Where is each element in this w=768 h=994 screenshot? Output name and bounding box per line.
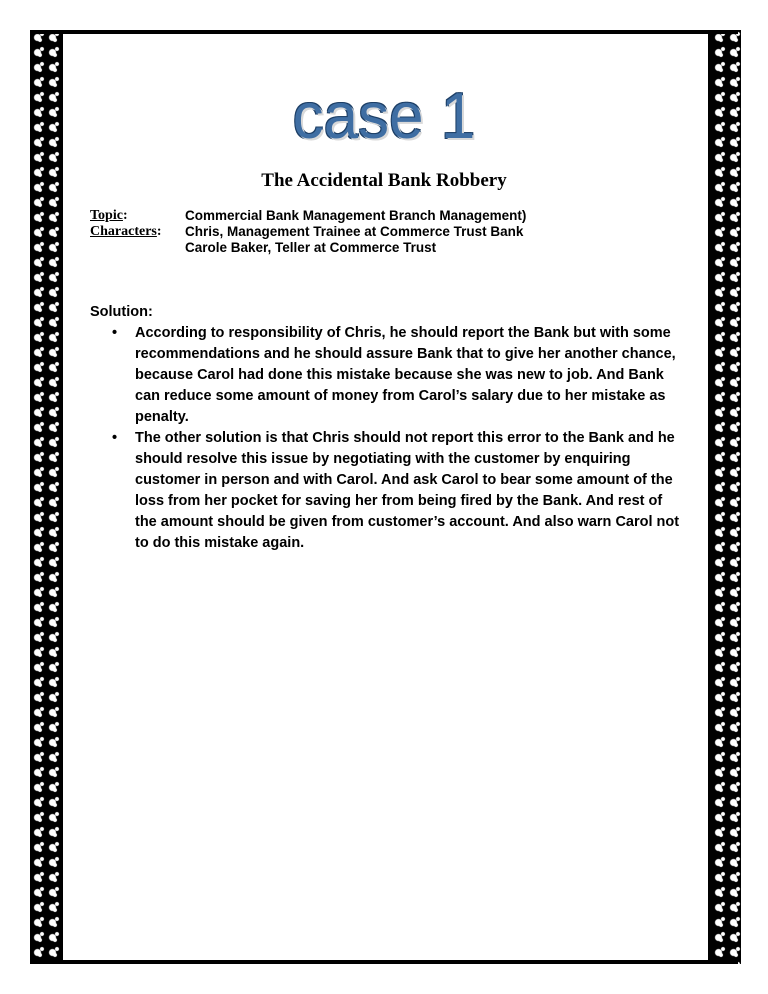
case-title [0,80,768,153]
case-meta [90,208,526,256]
solution-list [90,323,680,554]
characters-row [90,224,526,240]
topic-value: Commercial Bank Management Branch Management) [185,208,527,223]
character-2: Carole Baker, Teller at Commerce Trust [185,240,437,255]
border-top-edge [30,30,738,34]
characters-label: Characters: [90,224,162,239]
character-1: Chris, Management Trainee at Commerce Trust Bank [185,224,524,239]
border-bottom-edge [30,960,738,964]
characters-row-2 [90,240,526,256]
topic-label: Topic: [90,208,128,223]
bullet-icon: • [112,430,118,446]
document-subtitle: The Accidental Bank Robbery [261,170,507,191]
solution-item-text: The other solution is that Chris should not report this error to the Bank and he should resolve this issue by negotiating with the customer by enquiring customer in person and with Carol. And ask Carol to bear some amount of the loss from her pocket for saving her from being fired by the Bank. And rest of the amount should be given from customer’s account. And also warn Carol not to do this mistake again. [135,430,680,551]
solution-item-text: According to responsibility of Chris, he should report the Bank but with some recommendations and he should assure Bank that to give her another chance, because Carol had done this mistake because she was new to job. And Bank can reduce some amount of money from Carol’s salary due to her mistake as penalty. [135,325,676,425]
solution-item [90,323,680,428]
bullet-icon: • [112,325,118,341]
solution-item [90,428,680,554]
topic-row [90,208,526,224]
solution-heading: Solution: [90,304,153,320]
case-title-text: case 1 [292,80,476,153]
